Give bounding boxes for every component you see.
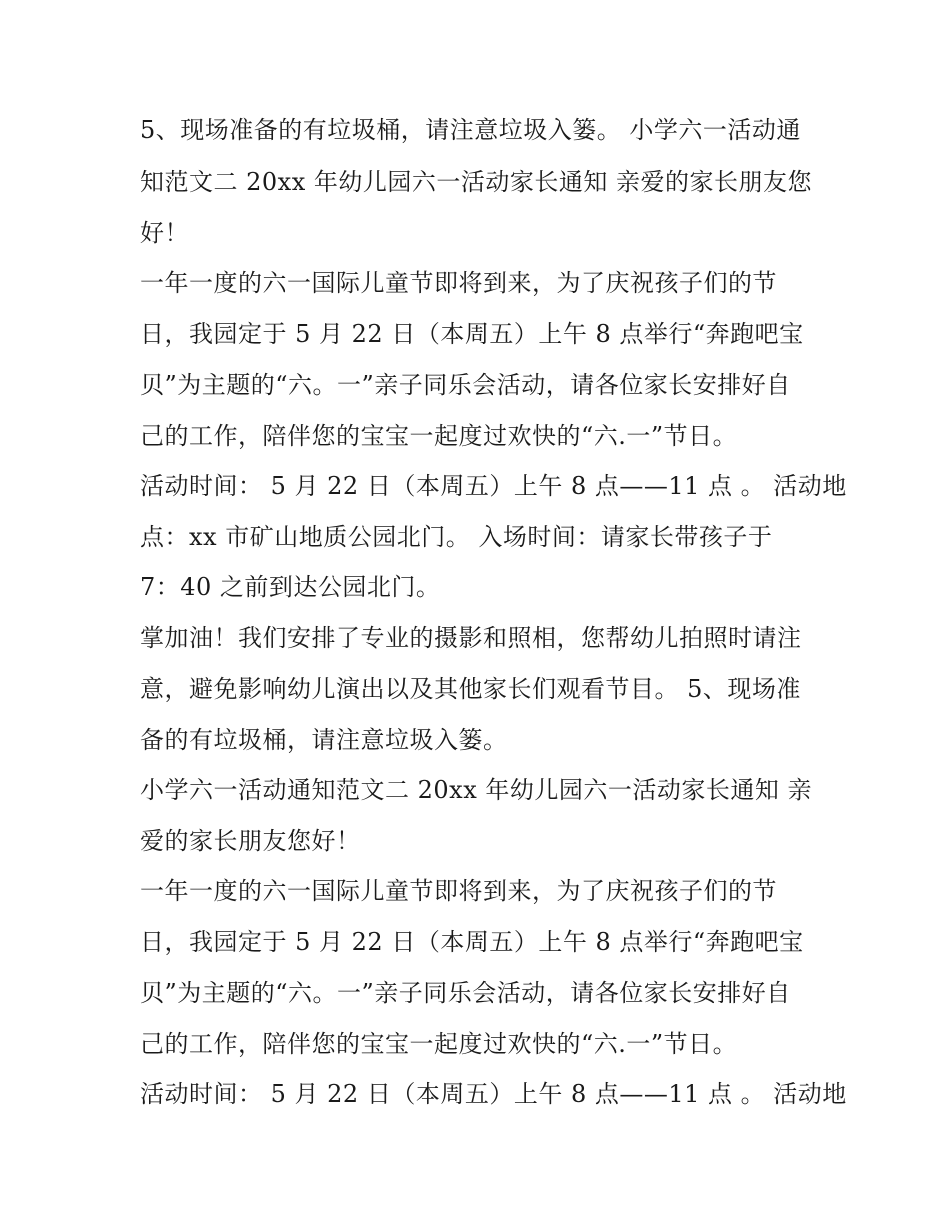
text-line-13: 备的有垃圾桶，请注意垃圾入篓。: [140, 726, 508, 754]
text-line-9: 点：xx 市矿山地质公园北门。 入场时间：请家长带孩子于: [140, 523, 773, 551]
text-line-16: 一年一度的六一国际儿童节即将到来，为了庆祝孩子们的节: [140, 877, 777, 905]
text-line-6: 贝”为主题的“六。一”亲子同乐会活动，请各位家长安排好自: [140, 371, 791, 399]
text-line-17: 日，我园定于 5 月 22 日（本周五）上午 8 点举行“奔跑吧宝: [140, 928, 804, 956]
text-line-7: 己的工作，陪伴您的宝宝一起度过欢快的“六.一”节日。: [140, 422, 738, 450]
text-line-3: 好！: [140, 219, 189, 247]
text-line-14: 小学六一活动通知范文二 20xx 年幼儿园六一活动家长通知 亲: [140, 776, 812, 804]
text-line-8: 活动时间： 5 月 22 日（本周五）上午 8 点——11 点 。 活动地: [140, 472, 847, 500]
text-line-18: 贝”为主题的“六。一”亲子同乐会活动，请各位家长安排好自: [140, 979, 791, 1007]
text-line-19: 己的工作，陪伴您的宝宝一起度过欢快的“六.一”节日。: [140, 1030, 738, 1058]
text-line-2: 知范文二 20xx 年幼儿园六一活动家长通知 亲爱的家长朋友您: [140, 168, 812, 196]
text-line-15: 爱的家长朋友您好！: [140, 827, 361, 855]
text-line-4: 一年一度的六一国际儿童节即将到来，为了庆祝孩子们的节: [140, 269, 777, 297]
text-line-12: 意，避免影响幼儿演出以及其他家长们观看节目。 5、现场准: [140, 675, 801, 703]
text-line-10: 7：40 之前到达公园北门。: [140, 573, 441, 601]
text-line-20: 活动时间： 5 月 22 日（本周五）上午 8 点——11 点 。 活动地: [140, 1080, 847, 1108]
text-line-1: 5、现场准备的有垃圾桶，请注意垃圾入篓。 小学六一活动通: [140, 116, 801, 144]
text-line-11: 掌加油！我们安排了专业的摄影和照相，您帮幼儿拍照时请注: [140, 624, 802, 652]
text-line-5: 日，我园定于 5 月 22 日（本周五）上午 8 点举行“奔跑吧宝: [140, 320, 804, 348]
